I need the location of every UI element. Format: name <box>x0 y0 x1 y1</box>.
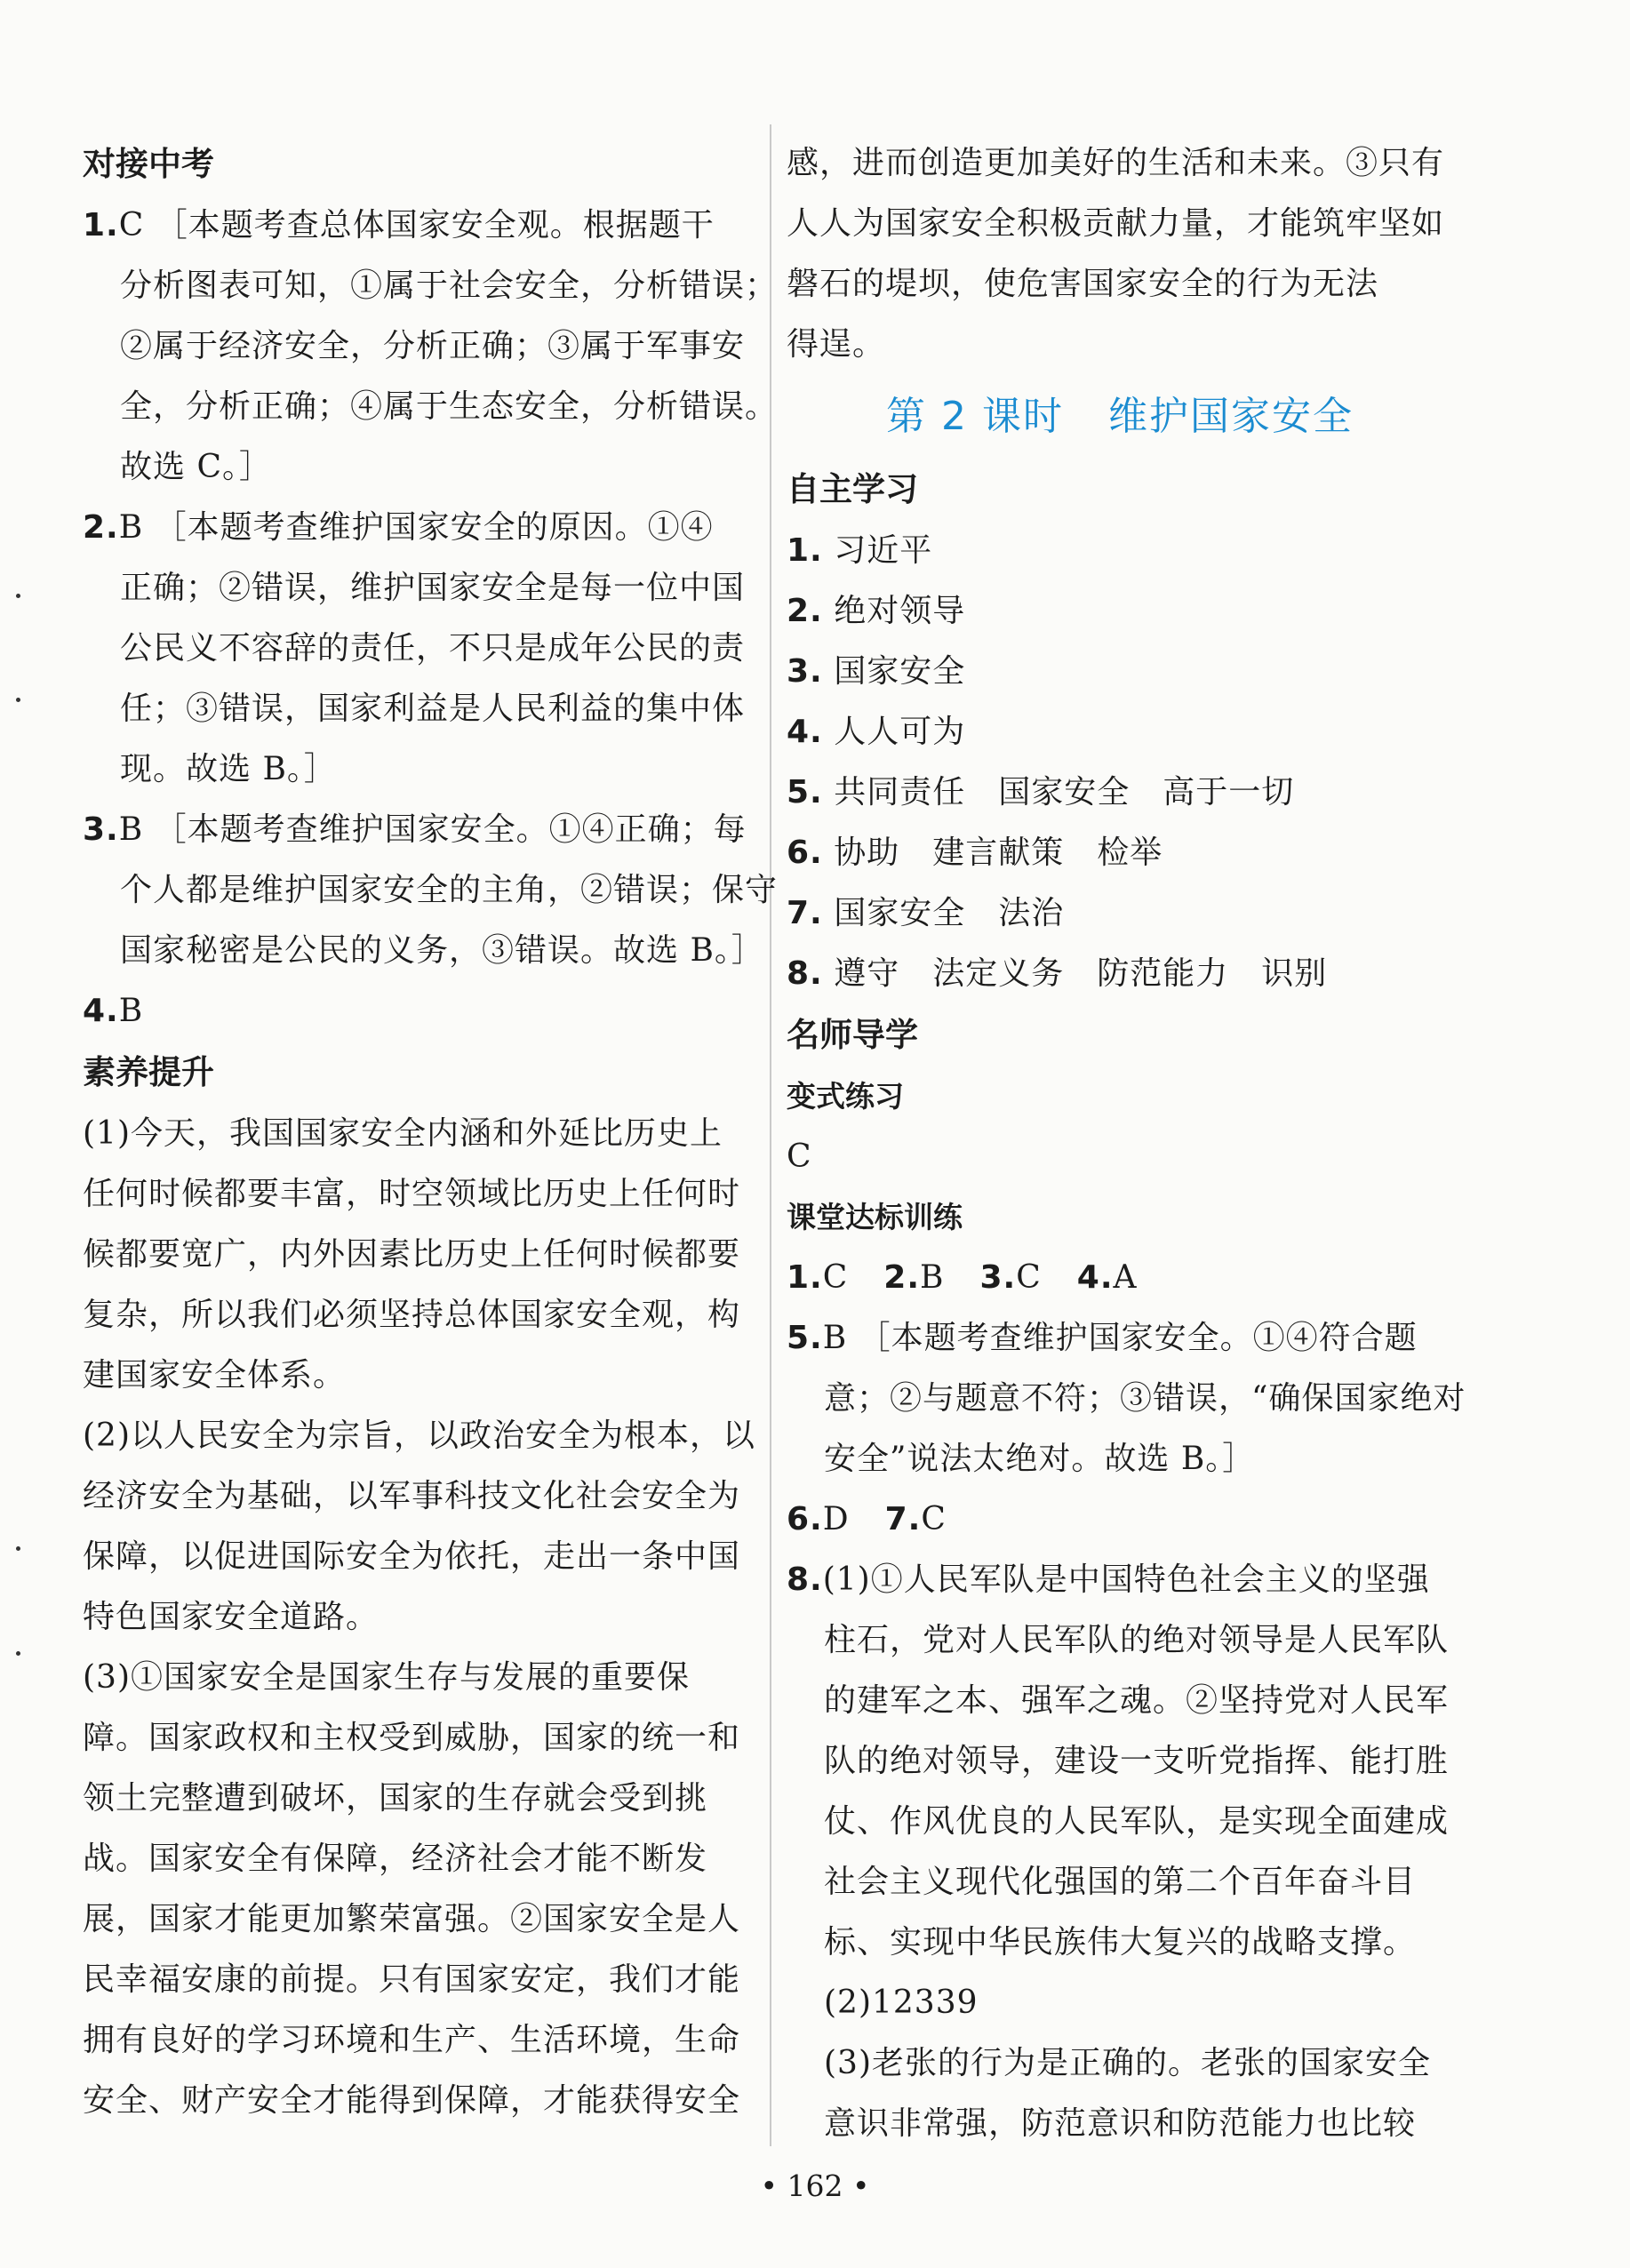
answer-item-5 <box>787 1308 1466 1489</box>
answer-item <box>787 1259 848 1296</box>
item-text: 人人可为 <box>834 714 966 750</box>
answer-line: ②属于经济安全，分析正确；③属于军事安 <box>120 328 746 364</box>
paragraph-line: 展，国家才能更加繁荣富强。②国家安全是人 <box>83 1901 741 1937</box>
answer-line: 仗、作风优良的人民军队，是实现全面建成 <box>824 1803 1450 1840</box>
answer-line: 任；③错误，国家利益是人民利益的集中体 <box>120 691 746 727</box>
item-number: 2. <box>883 1259 921 1296</box>
paragraph-line: 复杂，所以我们必须坚持总体国家安全观，构 <box>83 1297 741 1333</box>
paragraph-line: 领土完整遭到破坏，国家的生存就会受到挑 <box>83 1780 708 1817</box>
answer-text: D <box>822 1501 850 1537</box>
paragraph-line: (2)以人民安全为宗旨，以政治安全为根本，以 <box>83 1418 755 1454</box>
item-text: 遵守 法定义务 防范能力 识别 <box>834 955 1328 992</box>
answer-text: B <box>920 1259 945 1296</box>
paragraph-continuation <box>787 133 1453 375</box>
answer-line: 个人都是维护国家安全的主角，②错误；保守 <box>120 872 779 908</box>
item-text: 绝对领导 <box>834 593 966 629</box>
variant-answer: C <box>787 1138 812 1175</box>
margin-dot <box>16 594 20 598</box>
item-number: 4. <box>1076 1259 1114 1296</box>
list-item <box>787 521 1453 581</box>
lesson-name: 维护国家安全 <box>1107 394 1354 439</box>
answer-text: C <box>921 1501 947 1537</box>
item-number: 3. <box>787 653 823 690</box>
paragraph-line: 任何时候都要丰富，时空领域比历史上任何时 <box>83 1176 741 1212</box>
answer-line: C ［本题考查总体国家安全观。根据题干 <box>118 207 715 244</box>
paragraph-line: (3)①国家安全是国家生存与发展的重要保 <box>83 1659 690 1696</box>
paragraph-line: 人人为国家安全积极贡献力量，才能筑牢坚如 <box>787 205 1445 242</box>
page-number: • 162 • <box>760 2168 870 2203</box>
answer-line: 意识非常强，防范意识和防范能力也比较 <box>824 2105 1417 2142</box>
paragraph-line: 经济安全为基础，以军事科技文化社会安全为 <box>83 1478 741 1514</box>
answer-line: 安全”说法太绝对。故选 B。］ <box>824 1441 1256 1477</box>
answer-item-1 <box>83 196 779 498</box>
answer-item <box>787 1501 850 1537</box>
paragraph-line: 拥有良好的学习环境和生产、生活环境，生命 <box>83 2022 741 2058</box>
answer-line: 标、实现中华民族伟大复兴的战略支撑。 <box>824 1924 1417 1961</box>
answer-line: 公民义不容辞的责任，不只是成年公民的责 <box>120 630 746 667</box>
answer-item <box>885 1501 947 1537</box>
paragraph-line: 民幸福安康的前提。只有国家安定，我们才能 <box>83 1961 741 1998</box>
answer-text: C <box>822 1259 849 1296</box>
answer-row <box>787 1248 1453 1308</box>
answer-line: B ［本题考查维护国家安全。①④正确；每 <box>118 811 747 848</box>
item-number: 3. <box>83 811 119 848</box>
paragraph-line: 安全、财产安全才能得到保障，才能获得安全 <box>83 2082 741 2119</box>
answer-line: (3)老张的行为是正确的。老张的国家安全 <box>824 2045 1431 2081</box>
section-title: 名师导学 <box>787 1016 918 1054</box>
item-number: 8. <box>787 1561 823 1598</box>
item-number: 4. <box>787 714 823 750</box>
item-number: 2. <box>787 593 823 629</box>
list-item <box>787 883 1453 944</box>
self-study-list <box>787 521 1453 1004</box>
list-item <box>787 581 1453 642</box>
item-text: 习近平 <box>834 532 933 569</box>
answer-line: 意；②与题意不符；③错误，“确保国家绝对 <box>824 1380 1466 1417</box>
item-number: 8. <box>787 955 823 992</box>
item-number: 7. <box>884 1501 922 1537</box>
answer-line: 正确；②错误，维护国家安全是每一位中国 <box>120 570 746 606</box>
list-item <box>787 823 1453 883</box>
answer-item-4 <box>83 981 749 1042</box>
list-item <box>787 944 1453 1004</box>
subsection-title: 变式练习 <box>787 1079 904 1114</box>
answer-item <box>979 1259 1041 1296</box>
answer-line: 队的绝对领导，建设一支听党指挥、能打胜 <box>824 1743 1450 1779</box>
answer-row <box>787 1489 1453 1550</box>
item-number: 4. <box>83 993 119 1029</box>
item-number: 1. <box>787 1259 823 1296</box>
answer-line: 分析图表可知，①属于社会安全，分析错误； <box>120 268 779 304</box>
item-number: 1. <box>787 532 823 569</box>
paragraph-line: 磐石的堤坝，使危害国家安全的行为无法 <box>787 266 1379 302</box>
paragraph-line: 得逞。 <box>787 326 886 363</box>
item-number: 2. <box>83 509 119 546</box>
paragraph-line: 建国家安全体系。 <box>83 1357 347 1394</box>
paragraph-line: (1)今天，我国国家安全内涵和外延比历史上 <box>83 1115 723 1152</box>
answer-line: B ［本题考查维护国家安全。①④符合题 <box>822 1320 1418 1356</box>
paragraph <box>83 1104 749 1406</box>
list-item <box>787 763 1453 823</box>
item-number: 6. <box>787 1501 823 1537</box>
section-title: 素养提升 <box>83 1053 214 1091</box>
answer-item-8 <box>787 1550 1453 2154</box>
answer-line: (2)12339 <box>824 1984 979 2021</box>
paragraph-line: 候都要宽广，内外因素比历史上任何时候都要 <box>83 1236 741 1273</box>
lesson-title <box>787 379 1453 455</box>
subsection-title: 课堂达标训练 <box>787 1200 963 1234</box>
answer-line: 国家秘密是公民的义务，③错误。故选 B。］ <box>120 932 764 969</box>
list-item <box>787 702 1453 763</box>
paragraph-line: 战。国家安全有保障，经济社会才能不断发 <box>83 1841 708 1877</box>
item-number: 1. <box>83 207 119 244</box>
item-number: 5. <box>787 1320 823 1356</box>
answer-line: 全，分析正确；④属于生态安全，分析错误。 <box>120 388 779 425</box>
lesson-number: 第 2 课时 <box>886 394 1064 439</box>
answer-item-2 <box>83 498 749 800</box>
margin-dot <box>16 698 20 702</box>
answer-line: B ［本题考查维护国家安全的原因。①④ <box>118 509 714 546</box>
answer-line: (1)①人民军队是中国特色社会主义的坚强 <box>822 1561 1430 1598</box>
answer-line: 现。故选 B。］ <box>120 751 337 787</box>
answer-item <box>883 1259 944 1296</box>
item-number: 3. <box>979 1259 1017 1296</box>
item-number: 5. <box>787 774 823 811</box>
answer-text: B <box>118 993 144 1029</box>
item-number: 6. <box>787 835 823 871</box>
right-column <box>787 133 1466 2154</box>
section-title: 对接中考 <box>83 145 214 183</box>
item-text: 协助 建言献策 检举 <box>834 835 1163 871</box>
answer-line: 故选 C。］ <box>120 449 272 485</box>
paragraph-line: 感，进而创造更加美好的生活和未来。③只有 <box>787 145 1445 181</box>
paragraph <box>83 1648 749 2131</box>
left-column <box>83 133 779 2131</box>
item-text: 共同责任 国家安全 高于一切 <box>834 774 1295 811</box>
answer-line: 的建军之本、强军之魂。②坚持党对人民军 <box>824 1682 1450 1719</box>
paragraph-line: 保障，以促进国际安全为依托，走出一条中国 <box>83 1538 741 1575</box>
answer-line: 社会主义现代化强国的第二个百年奋斗目 <box>824 1864 1417 1900</box>
margin-dot <box>16 1546 20 1551</box>
answer-item-3 <box>83 800 779 981</box>
list-item <box>787 642 1453 702</box>
paragraph <box>83 1406 755 1648</box>
item-text: 国家安全 <box>834 653 966 690</box>
paragraph-line: 特色国家安全道路。 <box>83 1599 380 1635</box>
item-text: 国家安全 法治 <box>834 895 1065 931</box>
item-number: 7. <box>787 895 823 931</box>
answer-text: A <box>1113 1259 1138 1296</box>
margin-dot <box>16 1651 20 1656</box>
answer-text: C <box>1016 1259 1042 1296</box>
section-title: 自主学习 <box>787 470 918 508</box>
answer-item <box>1077 1259 1138 1296</box>
paragraph-line: 障。国家政权和主权受到威胁，国家的统一和 <box>83 1720 741 1756</box>
answer-line: 柱石，党对人民军队的绝对领导是人民军队 <box>824 1622 1450 1658</box>
